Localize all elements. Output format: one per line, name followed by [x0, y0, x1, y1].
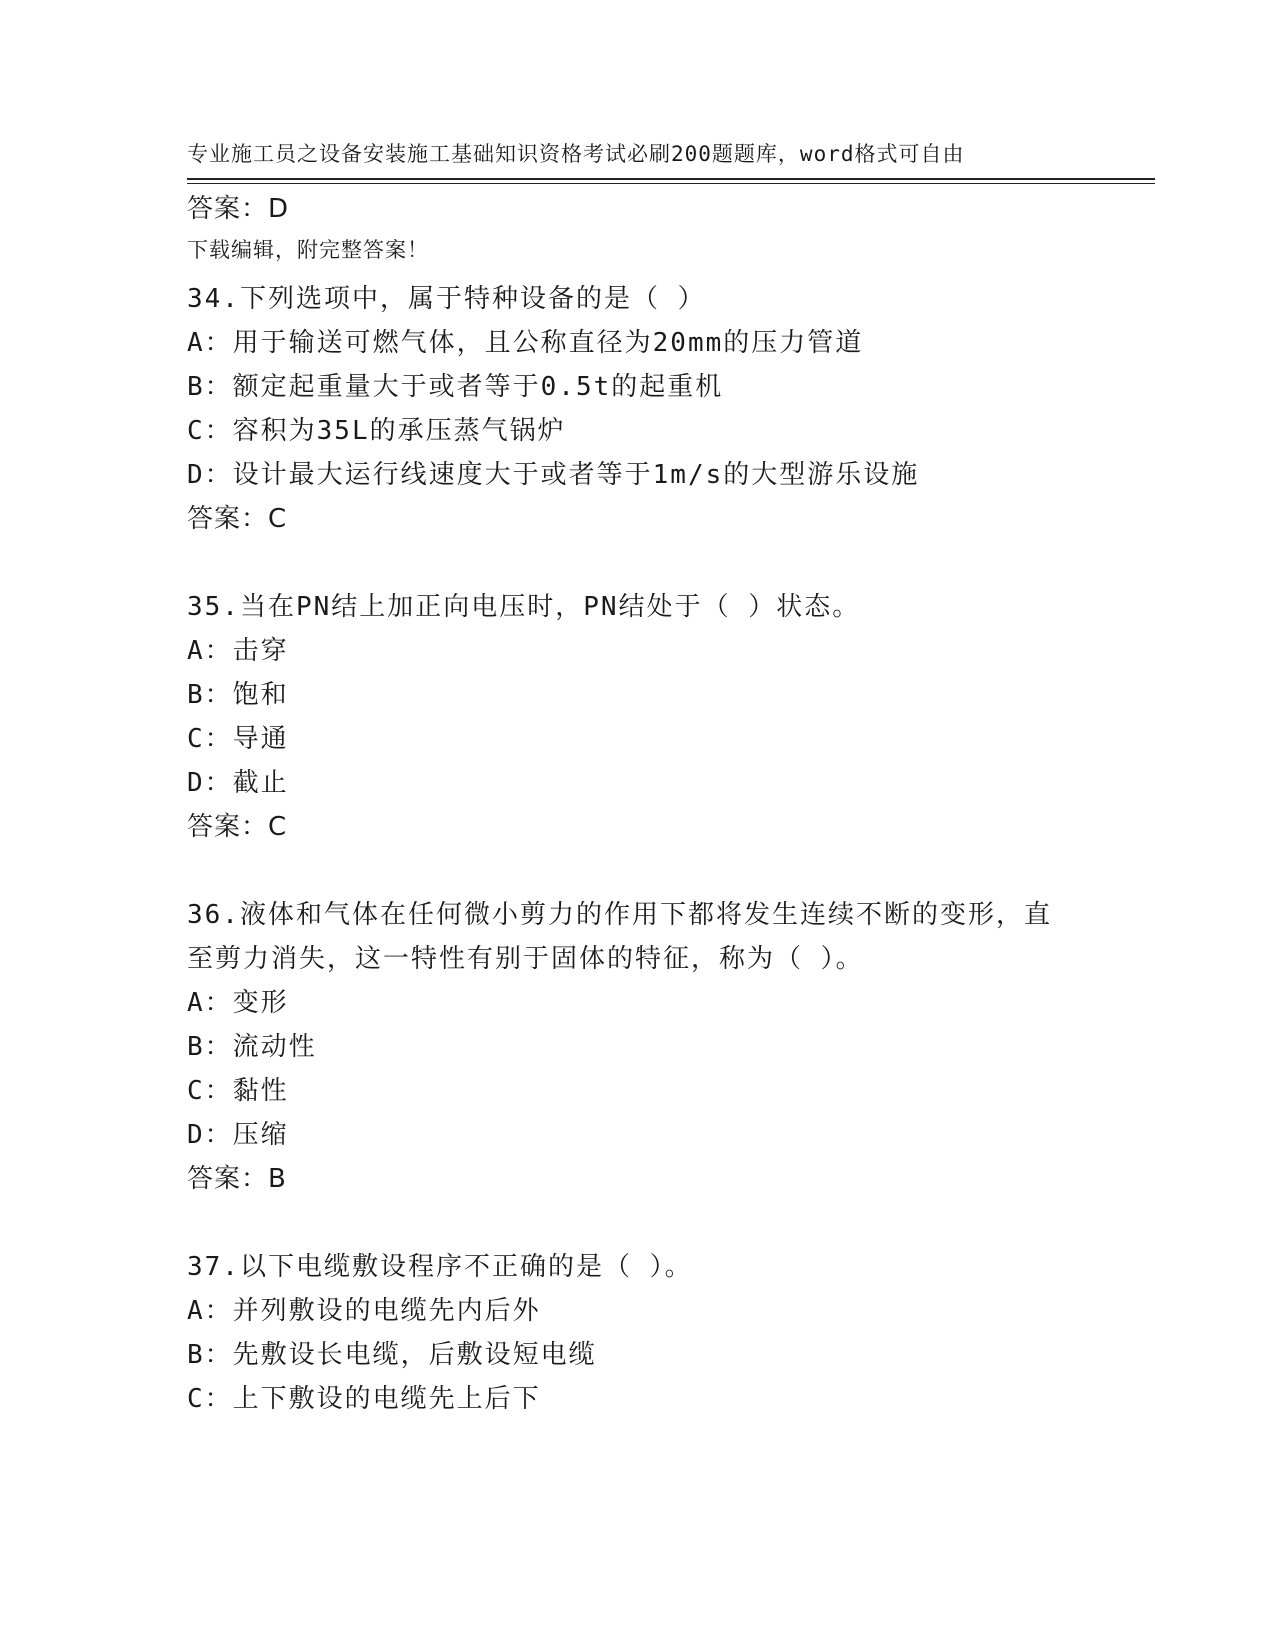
question-36-option-a: A：变形	[187, 988, 289, 1018]
answer-previous: 答案：D	[187, 194, 290, 224]
question-36-option-c: C：黏性	[187, 1076, 289, 1106]
question-35-answer: 答案：C	[187, 812, 288, 842]
header-divider-thick	[187, 178, 1155, 180]
header-divider-thin	[187, 183, 1155, 184]
question-34-answer: 答案：C	[187, 504, 288, 534]
question-36-option-d: D：压缩	[187, 1120, 289, 1150]
question-36-stem-line-2: 至剪力消失，这一特性有别于固体的特征，称为（ ）。	[187, 944, 864, 974]
question-35-stem: 35.当在PN结上加正向电压时，PN结处于（ ）状态。	[187, 592, 861, 622]
question-36-answer: 答案：B	[187, 1164, 287, 1194]
question-35-option-b: B：饱和	[187, 680, 289, 710]
question-37-option-a: A：并列敷设的电缆先内后外	[187, 1296, 541, 1326]
question-34-option-a: A：用于输送可燃气体，且公称直径为20mm的压力管道	[187, 328, 864, 358]
question-37-option-c: C：上下敷设的电缆先上后下	[187, 1384, 541, 1414]
question-34-stem: 34.下列选项中，属于特种设备的是（ ）	[187, 284, 706, 314]
question-35-option-d: D：截止	[187, 768, 289, 798]
question-36-option-b: B：流动性	[187, 1032, 317, 1062]
question-35-option-a: A：击穿	[187, 636, 289, 666]
header-line-2: 下载编辑，附完整答案！	[187, 238, 429, 262]
question-34-option-d: D：设计最大运行线速度大于或者等于1m/s的大型游乐设施	[187, 460, 920, 490]
header-line-1: 专业施工员之设备安装施工基础知识资格考试必刷200题题库，word格式可自由	[187, 142, 965, 166]
question-37-option-b: B：先敷设长电缆，后敷设短电缆	[187, 1340, 597, 1370]
question-37-stem: 37.以下电缆敷设程序不正确的是（ ）。	[187, 1252, 693, 1282]
question-34-option-c: C：容积为35L的承压蒸气锅炉	[187, 416, 566, 446]
question-34-option-b: B：额定起重量大于或者等于0.5t的起重机	[187, 372, 724, 402]
question-35-option-c: C：导通	[187, 724, 289, 754]
question-36-stem-line-1: 36.液体和气体在任何微小剪力的作用下都将发生连续不断的变形，直	[187, 900, 1052, 930]
